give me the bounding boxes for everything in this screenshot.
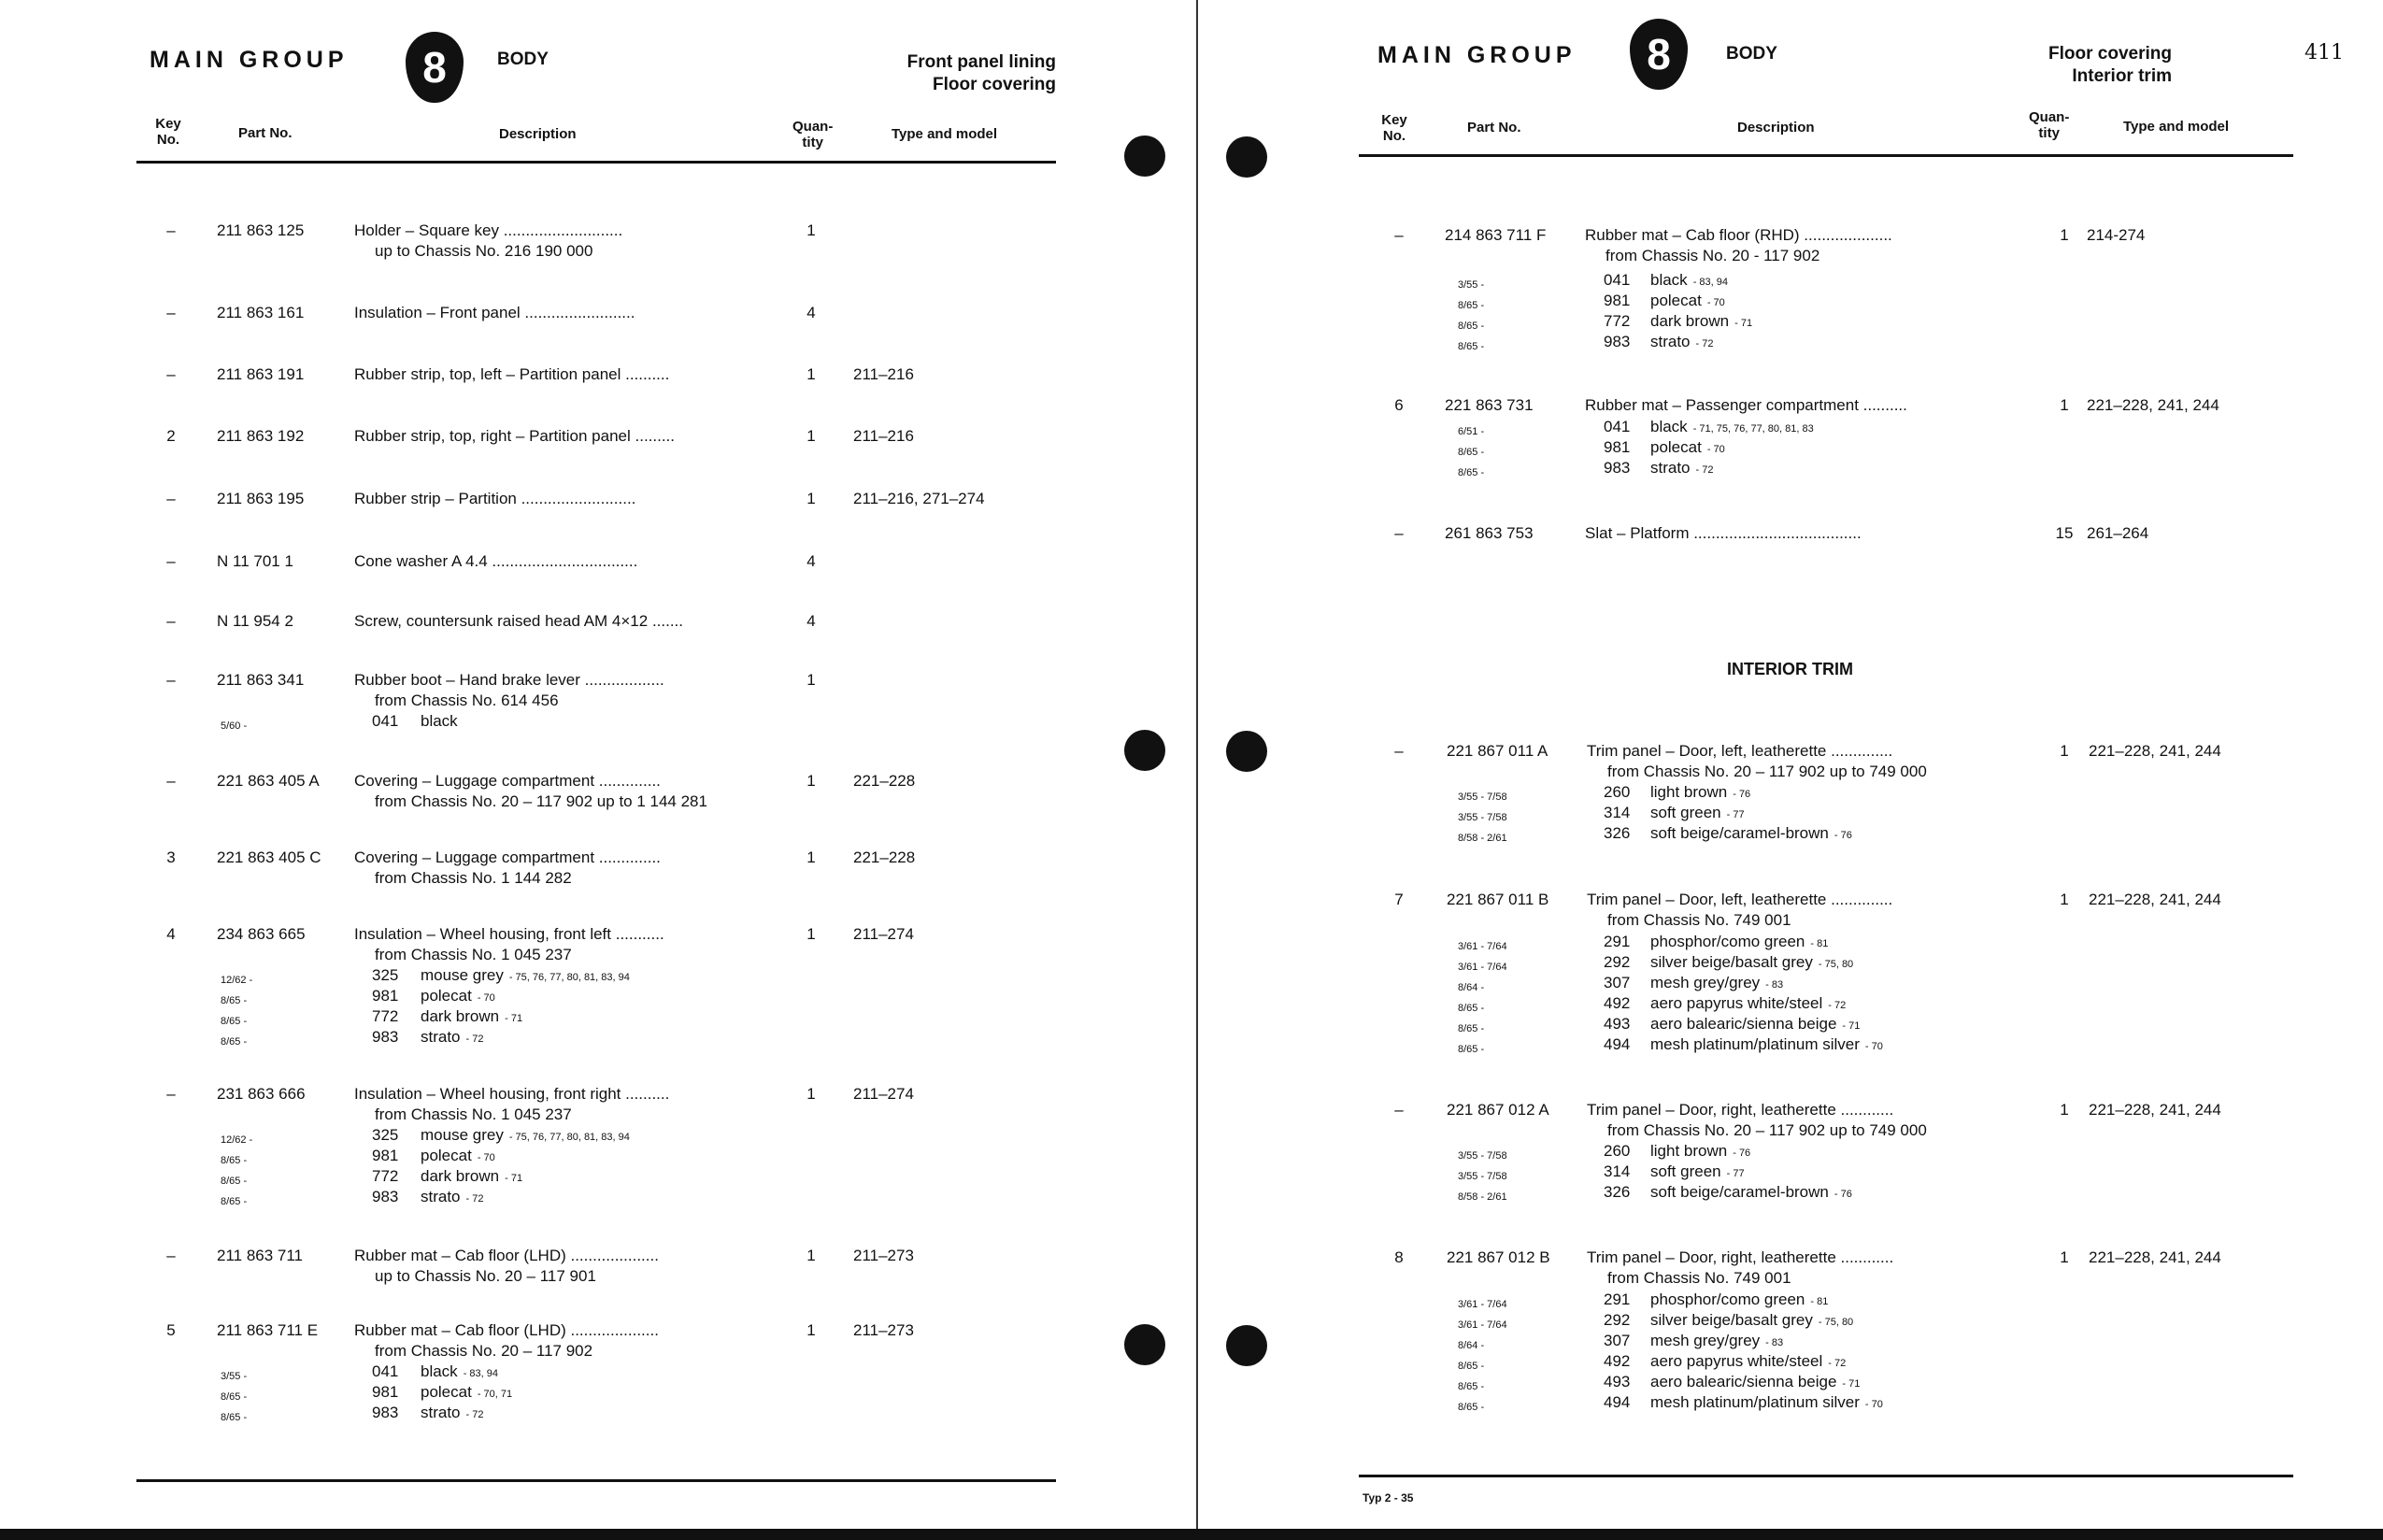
key-number: –	[166, 490, 176, 507]
part-number: 221 867 012 A	[1447, 1101, 1549, 1119]
color-code: 981	[1604, 438, 1631, 456]
part-number: 221 867 012 B	[1447, 1248, 1550, 1266]
color-code: 983	[1604, 459, 1631, 477]
color-code: 260	[1604, 783, 1631, 801]
part-number: N 11 954 2	[217, 612, 293, 630]
part-description: Rubber strip, top, right – Partition panel .........	[354, 427, 676, 445]
color-code: 041	[372, 1362, 399, 1380]
color-code: 325	[372, 1126, 399, 1144]
variant-date: 8/65 -	[1458, 321, 1485, 332]
binder-hole	[1124, 135, 1165, 177]
header-description: Description	[1737, 120, 1815, 135]
variant-date: 8/65 -	[1458, 1003, 1485, 1014]
header-part-no: Part No.	[238, 125, 293, 141]
quantity: 1	[2060, 1248, 2069, 1266]
variant-date: 12/62 -	[221, 1134, 253, 1146]
color-name: mesh platinum/platinum silver - 70	[1650, 1035, 1883, 1053]
color-models: - 71, 75, 76, 77, 80, 81, 83	[1692, 423, 1814, 435]
variant-date: 3/61 - 7/64	[1458, 941, 1507, 952]
color-code: 494	[1604, 1393, 1631, 1411]
variant-date: 8/64 -	[1458, 1340, 1485, 1351]
part-number: 221 867 011 A	[1447, 742, 1548, 760]
color-name: strato - 72	[1650, 459, 1714, 477]
color-name: dark brown - 71	[421, 1007, 523, 1025]
header-key-no: Key No.	[1381, 112, 1407, 144]
color-code: 314	[1604, 804, 1631, 821]
variant-date: 8/65 -	[1458, 1381, 1485, 1392]
color-models: - 72	[465, 1034, 484, 1045]
quantity: 4	[806, 304, 816, 321]
section-title	[907, 51, 1056, 96]
color-name: dark brown - 71	[421, 1167, 523, 1185]
color-name: black - 71, 75, 76, 77, 80, 81, 83	[1650, 418, 1814, 435]
variant-date: 8/65 -	[1458, 1402, 1485, 1413]
color-models: - 71	[1842, 1378, 1861, 1390]
color-name: aero balearic/sienna beige - 71	[1650, 1015, 1861, 1033]
color-name: aero papyrus white/steel - 72	[1650, 1352, 1847, 1370]
part-description: Rubber mat – Cab floor (RHD) ....................	[1585, 226, 1892, 244]
key-number: 4	[166, 925, 176, 943]
color-code: 041	[1604, 271, 1631, 289]
color-code: 983	[372, 1188, 399, 1205]
body-label: BODY	[1726, 44, 1777, 64]
group-number-badge: 8	[1630, 19, 1688, 90]
part-description: Insulation – Front panel .........................	[354, 304, 635, 321]
header-quantity: Quan- tity	[792, 119, 834, 150]
quantity: 1	[806, 427, 816, 445]
type-model: 221–228	[853, 848, 916, 866]
left-catalog-page	[0, 0, 1196, 1531]
color-code: 981	[1604, 292, 1631, 309]
variant-date: 8/65 -	[221, 1016, 248, 1027]
variant-date: 8/65 -	[221, 1196, 248, 1207]
variant-date: 8/65 -	[1458, 1023, 1485, 1034]
group-number-badge: 8	[406, 32, 464, 103]
color-models: - 72	[465, 1193, 484, 1205]
binder-hole	[1226, 731, 1267, 772]
color-models: - 77	[1726, 809, 1745, 820]
color-models: - 70	[477, 1152, 495, 1163]
part-description: Trim panel – Door, right, leatherette ............	[1587, 1248, 1894, 1266]
type-model: 211–274	[853, 1085, 914, 1103]
quantity: 1	[806, 848, 816, 866]
footer-rule	[136, 1479, 1056, 1482]
color-models: - 83, 94	[1692, 277, 1728, 288]
part-number: 214 863 711 F	[1445, 226, 1547, 244]
part-description-note: from Chassis No. 20 – 117 902 up to 749 000	[1607, 763, 1927, 780]
binder-hole	[1226, 1325, 1267, 1366]
color-models: - 76	[1733, 1148, 1751, 1159]
part-description: Rubber mat – Passenger compartment ..........	[1585, 396, 1907, 414]
color-models: - 76	[1733, 789, 1751, 800]
color-name: soft green - 77	[1650, 804, 1745, 821]
color-code: 291	[1604, 1290, 1631, 1308]
key-number: –	[1394, 1101, 1404, 1119]
color-name: polecat - 70	[421, 987, 495, 1005]
type-model: 211–274	[853, 925, 914, 943]
part-description-note: from Chassis No. 20 - 117 902	[1605, 247, 1820, 264]
part-number: 221 863 731	[1445, 396, 1534, 414]
variant-date: 8/65 -	[221, 995, 248, 1006]
color-code: 326	[1604, 824, 1631, 842]
main-group-label: MAIN GROUP	[150, 47, 349, 73]
color-models: - 83	[1765, 1337, 1784, 1348]
variant-date: 3/61 - 7/64	[1458, 962, 1507, 973]
color-name: soft beige/caramel-brown - 76	[1650, 824, 1852, 842]
key-number: –	[166, 552, 176, 570]
type-model: 261–264	[2087, 524, 2149, 542]
color-name: aero papyrus white/steel - 72	[1650, 994, 1847, 1012]
header-key-no: Key No.	[155, 116, 181, 148]
part-description-note: up to Chassis No. 20 – 117 901	[375, 1267, 596, 1285]
variant-date: 3/61 - 7/64	[1458, 1319, 1507, 1331]
body-label: BODY	[497, 50, 549, 69]
color-name: mesh platinum/platinum silver - 70	[1650, 1393, 1883, 1411]
color-models: - 81	[1810, 938, 1829, 949]
binder-hole	[1124, 1324, 1165, 1365]
part-description-note: up to Chassis No. 216 190 000	[375, 242, 593, 260]
color-models: - 75, 76, 77, 80, 81, 83, 94	[508, 1132, 630, 1143]
key-number: 7	[1394, 891, 1404, 908]
color-code: 983	[1604, 333, 1631, 350]
color-code: 326	[1604, 1183, 1631, 1201]
color-name: mouse grey - 75, 76, 77, 80, 81, 83, 94	[421, 966, 630, 984]
quantity: 1	[806, 1085, 816, 1103]
key-number: 6	[1394, 396, 1404, 414]
color-models: - 70	[1864, 1041, 1883, 1052]
color-code: 772	[372, 1167, 399, 1185]
color-models: - 83, 94	[463, 1368, 498, 1379]
section-title-line-1: Front panel lining	[906, 52, 1056, 72]
color-models: - 72	[1828, 1358, 1847, 1369]
color-models: - 76	[1834, 1189, 1852, 1200]
type-model: 221–228, 241, 244	[2089, 742, 2221, 760]
variant-date: 8/65 -	[1458, 300, 1485, 311]
key-number: 8	[1394, 1248, 1404, 1266]
color-name: light brown - 76	[1650, 783, 1751, 801]
variant-date: 8/65 -	[1458, 1361, 1485, 1372]
color-code: 492	[1604, 1352, 1631, 1370]
color-models: - 71	[1842, 1020, 1861, 1032]
part-number: 221 867 011 B	[1447, 891, 1549, 908]
type-model: 221–228, 241, 244	[2089, 891, 2221, 908]
quantity: 1	[806, 1321, 816, 1339]
header-type-model: Type and model	[892, 126, 998, 142]
color-models: - 77	[1726, 1168, 1745, 1179]
part-description-note: from Chassis No. 749 001	[1607, 1269, 1791, 1287]
footer-rule	[1359, 1475, 2293, 1477]
color-code: 772	[1604, 312, 1631, 330]
key-number: –	[166, 612, 176, 630]
variant-date: 8/58 - 2/61	[1458, 1191, 1507, 1203]
color-code: 041	[372, 712, 399, 730]
variant-date: 3/55 -	[221, 1371, 248, 1382]
part-description-note: from Chassis No. 1 045 237	[375, 1105, 572, 1123]
color-code: 983	[372, 1404, 399, 1421]
variant-date: 8/65 -	[221, 1176, 248, 1187]
color-models: - 71	[505, 1173, 523, 1184]
part-number: 211 863 711	[217, 1247, 304, 1264]
key-number: –	[166, 304, 176, 321]
key-number: –	[166, 1085, 176, 1103]
section-title	[2048, 43, 2172, 88]
section-title-line-2: Floor covering	[933, 75, 1056, 94]
page-mark: 411	[2305, 41, 2344, 64]
quantity: 1	[806, 1247, 816, 1264]
color-name: strato - 72	[421, 1188, 484, 1205]
part-number: 234 863 665	[217, 925, 306, 943]
color-models: - 81	[1810, 1296, 1829, 1307]
color-name: silver beige/basalt grey - 75, 80	[1650, 1311, 1854, 1329]
type-model: 211–273	[853, 1247, 914, 1264]
color-models: - 75, 80	[1818, 959, 1854, 970]
part-description: Insulation – Wheel housing, front right ..........	[354, 1085, 670, 1103]
key-number: 2	[166, 427, 176, 445]
part-number: 221 863 405 C	[217, 848, 321, 866]
quantity: 1	[806, 221, 816, 239]
color-code: 981	[372, 987, 399, 1005]
quantity: 1	[806, 772, 816, 790]
color-name: polecat - 70	[1650, 438, 1725, 456]
part-description: Trim panel – Door, right, leatherette ............	[1587, 1101, 1894, 1119]
part-description-note: from Chassis No. 614 456	[375, 692, 559, 709]
part-number: N 11 701 1	[217, 552, 293, 570]
part-description: Rubber mat – Cab floor (LHD) ....................	[354, 1247, 659, 1264]
variant-date: 3/55 - 7/58	[1458, 791, 1507, 803]
part-description: Holder – Square key ...........................	[354, 221, 623, 239]
color-name: soft beige/caramel-brown - 76	[1650, 1183, 1852, 1201]
color-models: - 72	[465, 1409, 484, 1420]
part-description: Rubber strip – Partition ..........................	[354, 490, 636, 507]
key-number: –	[166, 772, 176, 790]
part-number: 211 863 711 E	[217, 1321, 319, 1339]
variant-date: 8/64 -	[1458, 982, 1485, 993]
binder-hole	[1226, 136, 1267, 178]
part-number: 211 863 161	[217, 304, 305, 321]
quantity: 1	[2060, 1101, 2069, 1119]
variant-date: 8/65 -	[1458, 341, 1485, 352]
part-description-note: from Chassis No. 749 001	[1607, 911, 1791, 929]
color-name: light brown - 76	[1650, 1142, 1751, 1160]
color-code: 291	[1604, 933, 1631, 950]
color-code: 493	[1604, 1373, 1631, 1390]
header-quantity: Quan- tity	[2029, 109, 2070, 141]
key-number: –	[1394, 226, 1404, 244]
quantity: 4	[806, 612, 816, 630]
color-models: - 70, 71	[477, 1389, 513, 1400]
variant-date: 8/65 -	[1458, 447, 1485, 458]
color-models: - 75, 76, 77, 80, 81, 83, 94	[508, 972, 630, 983]
part-number: 211 863 341	[217, 671, 305, 689]
variant-date: 8/65 -	[1458, 467, 1485, 478]
part-description: Trim panel – Door, left, leatherette ..............	[1587, 742, 1893, 760]
key-number: –	[166, 221, 176, 239]
quantity: 15	[2055, 524, 2074, 542]
color-code: 981	[372, 1147, 399, 1164]
key-number: –	[166, 365, 176, 383]
color-name: strato - 72	[421, 1028, 484, 1046]
type-model: 221–228, 241, 244	[2087, 396, 2219, 414]
header-part-no: Part No.	[1467, 120, 1521, 135]
color-code: 292	[1604, 1311, 1631, 1329]
color-models: - 70	[477, 992, 495, 1004]
color-name: strato - 72	[421, 1404, 484, 1421]
part-description: Covering – Luggage compartment ..............	[354, 772, 661, 790]
type-model: 221–228	[853, 772, 916, 790]
main-group-label: MAIN GROUP	[1377, 42, 1577, 68]
quantity: 1	[2060, 891, 2069, 908]
part-number: 211 863 192	[217, 427, 305, 445]
header-type-model: Type and model	[2123, 119, 2230, 135]
color-name: dark brown - 71	[1650, 312, 1753, 330]
type-model: 211–273	[853, 1321, 914, 1339]
variant-date: 3/61 - 7/64	[1458, 1299, 1507, 1310]
variant-date: 6/51 -	[1458, 426, 1485, 437]
part-number: 231 863 666	[217, 1085, 306, 1103]
variant-date: 3/55 - 7/58	[1458, 1150, 1507, 1162]
header-rule	[136, 161, 1056, 164]
variant-date: 8/65 -	[1458, 1044, 1485, 1055]
part-description: Covering – Luggage compartment ..............	[354, 848, 661, 866]
variant-date: 12/62 -	[221, 975, 253, 986]
part-number: 211 863 191	[217, 365, 305, 383]
header-rule	[1359, 154, 2293, 157]
color-code: 981	[372, 1383, 399, 1401]
color-name: black	[421, 712, 458, 730]
color-models: - 83	[1765, 979, 1784, 991]
type-model: 221–228, 241, 244	[2089, 1248, 2221, 1266]
part-description-note: from Chassis No. 20 – 117 902	[375, 1342, 593, 1360]
color-models: - 71	[1734, 318, 1753, 329]
color-name: phosphor/como green - 81	[1650, 933, 1829, 950]
color-code: 492	[1604, 994, 1631, 1012]
color-code: 260	[1604, 1142, 1631, 1160]
key-number: 5	[166, 1321, 176, 1339]
quantity: 1	[2060, 226, 2069, 244]
part-description: Rubber strip, top, left – Partition panel ..........	[354, 365, 670, 383]
header-description: Description	[499, 126, 577, 142]
type-model: 211–216	[853, 365, 914, 383]
color-name: black - 83, 94	[421, 1362, 498, 1380]
part-number: 221 863 405 A	[217, 772, 320, 790]
color-models: - 72	[1695, 338, 1714, 349]
part-number: 211 863 195	[217, 490, 305, 507]
type-model: 214-274	[2087, 226, 2146, 244]
part-number: 211 863 125	[217, 221, 305, 239]
color-name: soft green - 77	[1650, 1162, 1745, 1180]
color-models: - 71	[505, 1013, 523, 1024]
part-description-note: from Chassis No. 1 045 237	[375, 946, 572, 963]
part-description: Slat – Platform ......................................	[1585, 524, 1862, 542]
color-name: aero balearic/sienna beige - 71	[1650, 1373, 1861, 1390]
color-name: mouse grey - 75, 76, 77, 80, 81, 83, 94	[421, 1126, 630, 1144]
type-model: 221–228, 241, 244	[2089, 1101, 2221, 1119]
key-number: 3	[166, 848, 176, 866]
color-models: - 70	[1864, 1399, 1883, 1410]
key-number: –	[166, 1247, 176, 1264]
interior-trim-heading: INTERIOR TRIM	[1727, 660, 1853, 678]
quantity: 1	[806, 925, 816, 943]
page-footer: Typ 2 - 35	[1363, 1491, 1414, 1504]
quantity: 1	[806, 490, 816, 507]
variant-date: 3/55 -	[1458, 279, 1485, 291]
variant-date: 8/65 -	[221, 1412, 248, 1423]
type-model: 211–216, 271–274	[853, 490, 985, 507]
color-name: strato - 72	[1650, 333, 1714, 350]
color-code: 983	[372, 1028, 399, 1046]
part-description: Rubber boot – Hand brake lever ..................	[354, 671, 664, 689]
type-model: 211–216	[853, 427, 914, 445]
quantity: 1	[806, 365, 816, 383]
color-name: phosphor/como green - 81	[1650, 1290, 1829, 1308]
variant-date: 8/65 -	[221, 1036, 248, 1048]
quantity: 1	[2060, 742, 2069, 760]
color-code: 292	[1604, 953, 1631, 971]
color-name: polecat - 70, 71	[421, 1383, 513, 1401]
key-number: –	[1394, 742, 1404, 760]
color-name: silver beige/basalt grey - 75, 80	[1650, 953, 1854, 971]
quantity: 1	[806, 671, 816, 689]
color-name: black - 83, 94	[1650, 271, 1728, 289]
part-description-note: from Chassis No. 1 144 282	[375, 869, 572, 887]
color-models: - 72	[1828, 1000, 1847, 1011]
color-code: 307	[1604, 974, 1631, 991]
part-description: Screw, countersunk raised head AM 4×12 .......	[354, 612, 684, 630]
quantity: 4	[806, 552, 816, 570]
part-description: Rubber mat – Cab floor (LHD) ....................	[354, 1321, 659, 1339]
color-models: - 72	[1695, 464, 1714, 476]
part-description: Insulation – Wheel housing, front left ...........	[354, 925, 664, 943]
color-name: polecat - 70	[421, 1147, 495, 1164]
variant-date: 8/65 -	[221, 1155, 248, 1166]
key-number: –	[1394, 524, 1404, 542]
color-code: 307	[1604, 1332, 1631, 1349]
part-description-note: from Chassis No. 20 – 117 902 up to 1 144 281	[375, 792, 707, 810]
color-models: - 75, 80	[1818, 1317, 1854, 1328]
color-name: mesh grey/grey - 83	[1650, 974, 1784, 991]
color-name: mesh grey/grey - 83	[1650, 1332, 1784, 1349]
color-code: 494	[1604, 1035, 1631, 1053]
variant-date: 8/58 - 2/61	[1458, 833, 1507, 844]
color-models: - 70	[1706, 297, 1725, 308]
color-models: - 76	[1834, 830, 1852, 841]
part-description-note: from Chassis No. 20 – 117 902 up to 749 000	[1607, 1121, 1927, 1139]
color-code: 314	[1604, 1162, 1631, 1180]
variant-date: 3/55 - 7/58	[1458, 1171, 1507, 1182]
binder-hole	[1124, 730, 1165, 771]
part-description: Trim panel – Door, left, leatherette ..............	[1587, 891, 1893, 908]
right-catalog-page	[1204, 0, 2383, 1531]
section-title-line-2: Interior trim	[2072, 66, 2172, 86]
color-code: 041	[1604, 418, 1631, 435]
color-code: 493	[1604, 1015, 1631, 1033]
color-name: polecat - 70	[1650, 292, 1725, 309]
part-description: Cone washer A 4.4 .................................	[354, 552, 638, 570]
scan-edge	[0, 1529, 2383, 1540]
variant-date: 8/65 -	[221, 1391, 248, 1403]
key-number: –	[166, 671, 176, 689]
variant-date: 5/60 -	[221, 720, 248, 732]
color-models: - 70	[1706, 444, 1725, 455]
part-number: 261 863 753	[1445, 524, 1534, 542]
color-code: 325	[372, 966, 399, 984]
section-title-line-1: Floor covering	[2048, 44, 2172, 64]
variant-date: 3/55 - 7/58	[1458, 812, 1507, 823]
quantity: 1	[2060, 396, 2069, 414]
color-code: 772	[372, 1007, 399, 1025]
